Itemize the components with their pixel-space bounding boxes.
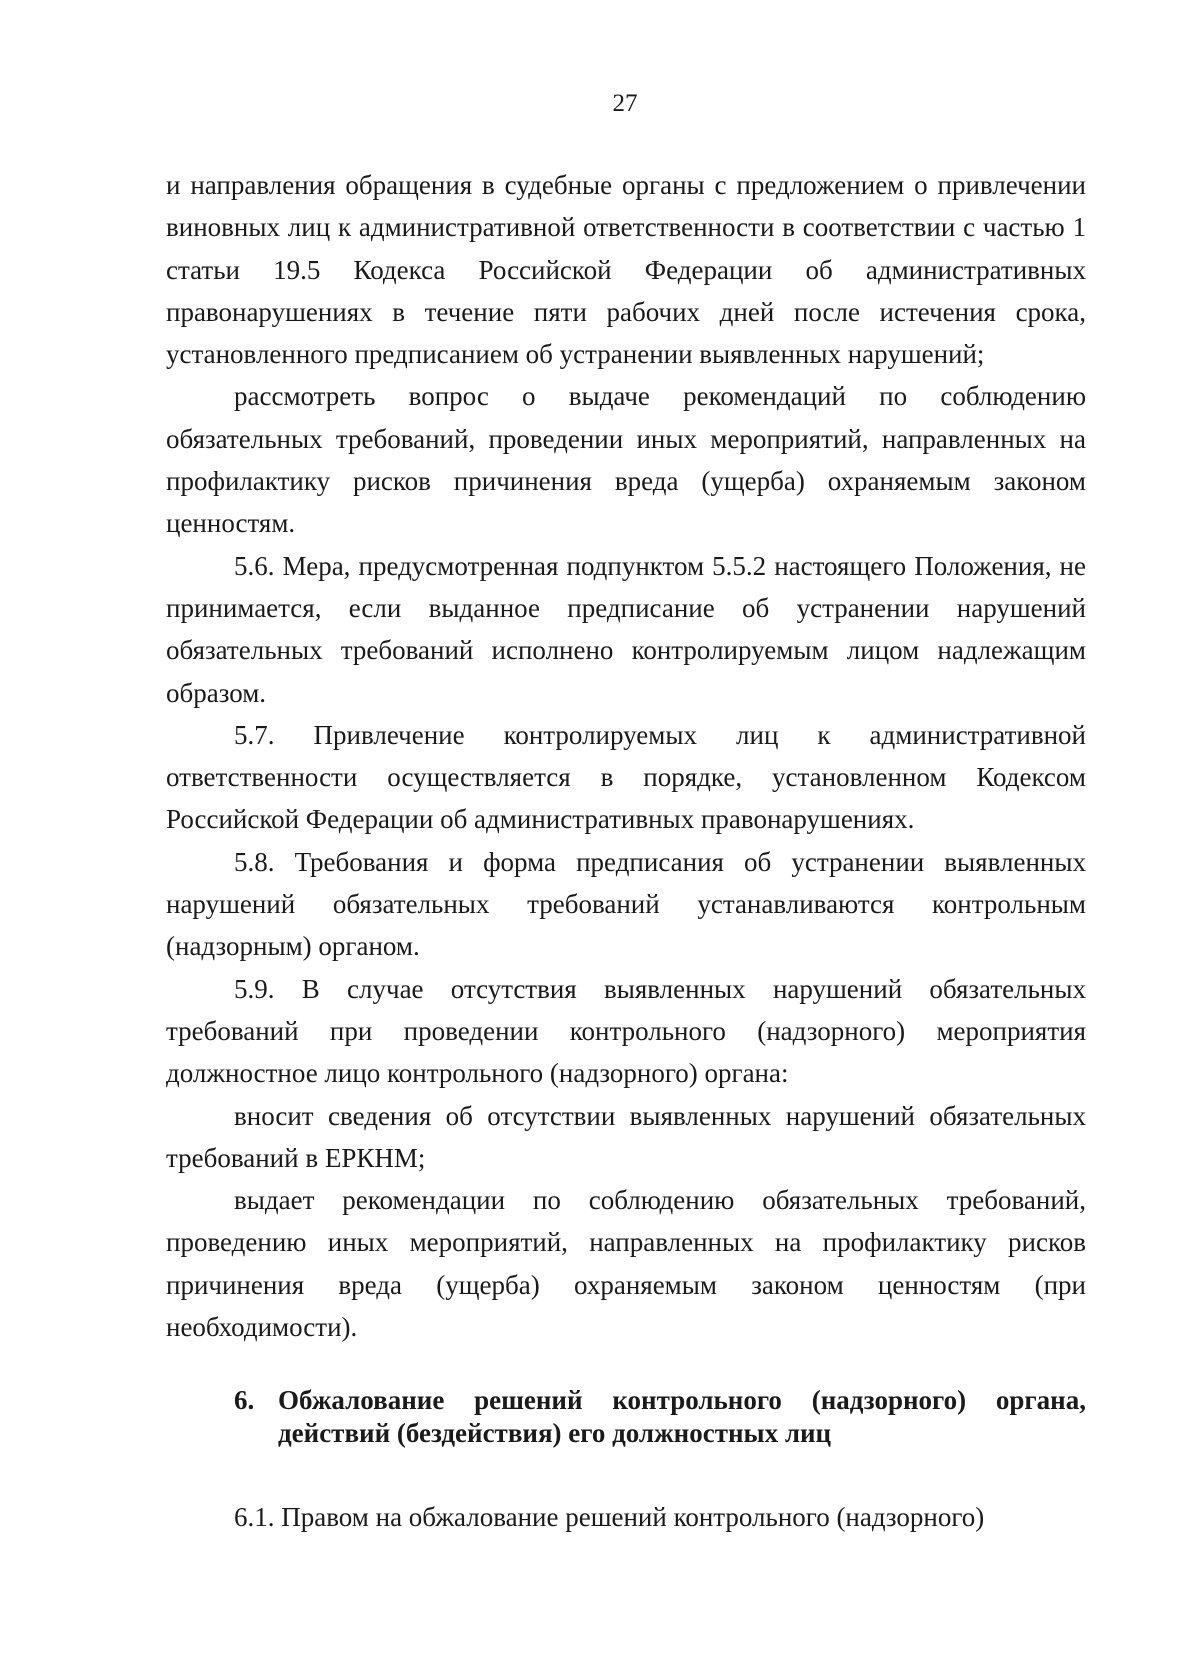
section-title: Обжалование решений контрольного (надзорного) органа, действий (бездействия) его должностных лиц (278, 1385, 1086, 1449)
page-number: 27 (612, 90, 638, 117)
document-body (166, 164, 1086, 1539)
paragraph-5-7: 5.7. Привлечение контролируемых лиц к административной ответственности осуществляется в порядке, установленном Кодексом Российской Федерации об административных правонарушениях. (166, 719, 1086, 835)
paragraph-continuation: и направления обращения в судебные органы с предложением о привлечении виновных лиц к административной ответственности в соответствии с частью 1 статьи 19.5 Кодекса Российской Федерации об административных правонарушениях в течение пяти рабочих дней после истечения срока, установленного предписанием об устранении выявленных нарушений; (166, 170, 1086, 370)
paragraph-5-9-item-1: вносит сведения об отсутствии выявленных нарушений обязательных требований в ЕРКНМ; (166, 1100, 1086, 1173)
paragraph-5-6: 5.6. Мера, предусмотренная подпунктом 5.5.2 настоящего Положения, не принимается, если выданное предписание об устранении нарушений обязательных требований исполнено контролируемым лицом надлежащим образом. (166, 550, 1086, 708)
paragraph-6-1: 6.1. Правом на обжалование решений контрольного (надзорного) (234, 1502, 985, 1533)
paragraph-5-9: 5.9. В случае отсутствия выявленных нарушений обязательных требований при проведении контрольного (надзорного) мероприятия должностное лицо контрольного (надзорного) органа: (166, 973, 1086, 1089)
paragraph-5-9-item-2: выдает рекомендации по соблюдению обязательных требований, проведению иных мероприятий, направленных на профилактику рисков причинения вреда (ущерба) охраняемым законом ценностям (при необходимости). (166, 1185, 1086, 1343)
section-number: 6. (234, 1385, 255, 1416)
paragraph-recommendations: рассмотреть вопрос о выдаче рекомендаций по соблюдению обязательных требований, проведении иных мероприятий, направленных на профилактику рисков причинения вреда (ущерба) охраняемым законом ценностям. (166, 381, 1086, 539)
section-heading (166, 1384, 1086, 1450)
paragraph-5-8: 5.8. Требования и форма предписания об устранении выявленных нарушений обязательных требований устанавливаются контрольным (надзорным) органом. (166, 846, 1086, 962)
